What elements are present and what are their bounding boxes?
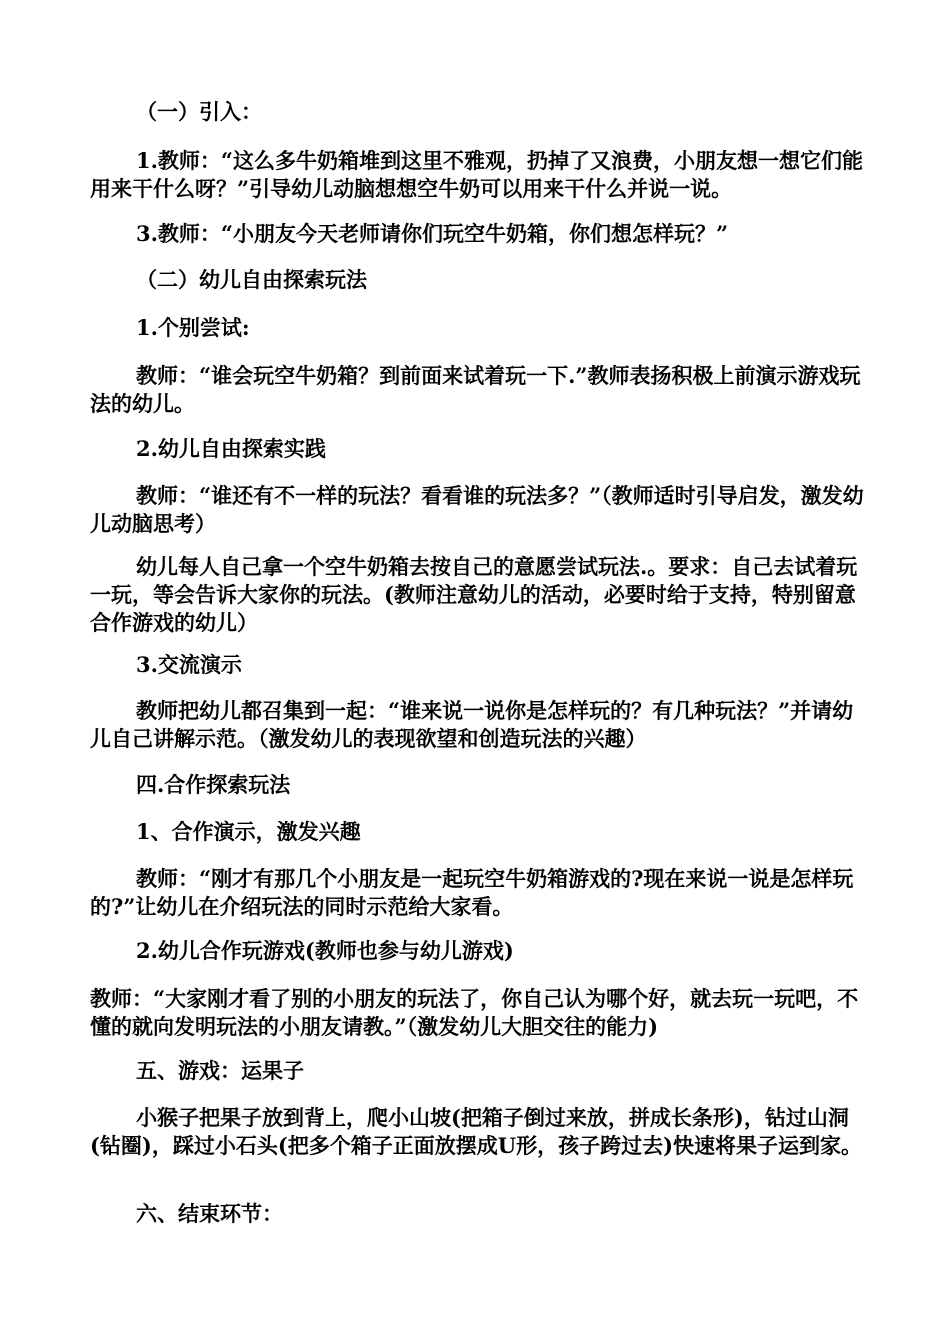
section-heading-explore: （二）幼儿自由探索玩法 bbox=[136, 267, 367, 292]
paragraph-monkey-game: 小猴子把果子放到背上，爬小山坡(把箱子倒过来放，拼成长条形)，钻过山洞(钻圈)，踩过小石头(把多个箱子正面放摆成U形，孩子跨过去)快速将果子运到家。 bbox=[90, 1105, 863, 1158]
subheading-free-practice: 2.幼儿自由探索实践 bbox=[136, 436, 326, 461]
paragraph-who-played-together: 教师：“刚才有那几个小朋友是一起玩空牛奶箱游戏的?现在来说一说是怎样玩的?”让幼儿在介绍玩法的同时示范给大家看。 bbox=[90, 866, 854, 919]
section-heading-intro: （一）引入： bbox=[136, 99, 262, 124]
section-heading-ending: 六、结束环节： bbox=[136, 1201, 283, 1226]
subheading-coop-game: 2.幼儿合作玩游戏(教师也参与幼儿游戏) bbox=[136, 938, 514, 963]
paragraph-who-can-play: 教师：“谁会玩空牛奶箱？到前面来试着玩一下.”教师表扬积极上前演示游戏玩法的幼儿。 bbox=[90, 363, 861, 416]
paragraph-teacher-encourage: 教师：“大家刚才看了别的小朋友的玩法了，你自己认为哪个好，就去玩一玩吧，不懂的就向发明玩法的小朋友请教。”（激发幼儿大胆交往的能力) bbox=[90, 986, 859, 1039]
subheading-individual-try: 1.个别尝试: bbox=[136, 315, 250, 340]
subheading-coop-demo: 1、合作演示，激发兴趣 bbox=[136, 819, 361, 844]
paragraph-different-ways: 教师：“谁还有不一样的玩法？看看谁的玩法多？”（教师适时引导启发，激发幼儿动脑思考） bbox=[90, 483, 864, 536]
paragraph-teacher-invite: 3.教师：“小朋友今天老师请你们玩空牛奶箱，你们想怎样玩？” bbox=[136, 221, 729, 246]
subheading-demonstration: 3.交流演示 bbox=[136, 652, 242, 677]
section-heading-game: 五、游戏：运果子 bbox=[136, 1058, 304, 1083]
paragraph-gather-children: 教师把幼儿都召集到一起：“谁来说一说你是怎样玩的？有几种玩法？”并请幼儿自己讲解示范。（激发幼儿的表现欲望和创造玩法的兴趣） bbox=[90, 698, 854, 751]
paragraph-each-child: 幼儿每人自己拿一个空牛奶箱去按自己的意愿尝试玩法.。要求：自己去试着玩一玩，等会告诉大家你的玩法。(教师注意幼儿的活动，必要时给于支持，特别留意合作游戏的幼儿） bbox=[90, 554, 858, 635]
paragraph-teacher-question: 1.教师：“这么多牛奶箱堆到这里不雅观，扔掉了又浪费，小朋友想一想它们能用来干什么呀？”引导幼儿动脑想想空牛奶可以用来干什么并说一说。 bbox=[90, 148, 863, 201]
section-heading-cooperation: 四.合作探索玩法 bbox=[136, 772, 291, 797]
